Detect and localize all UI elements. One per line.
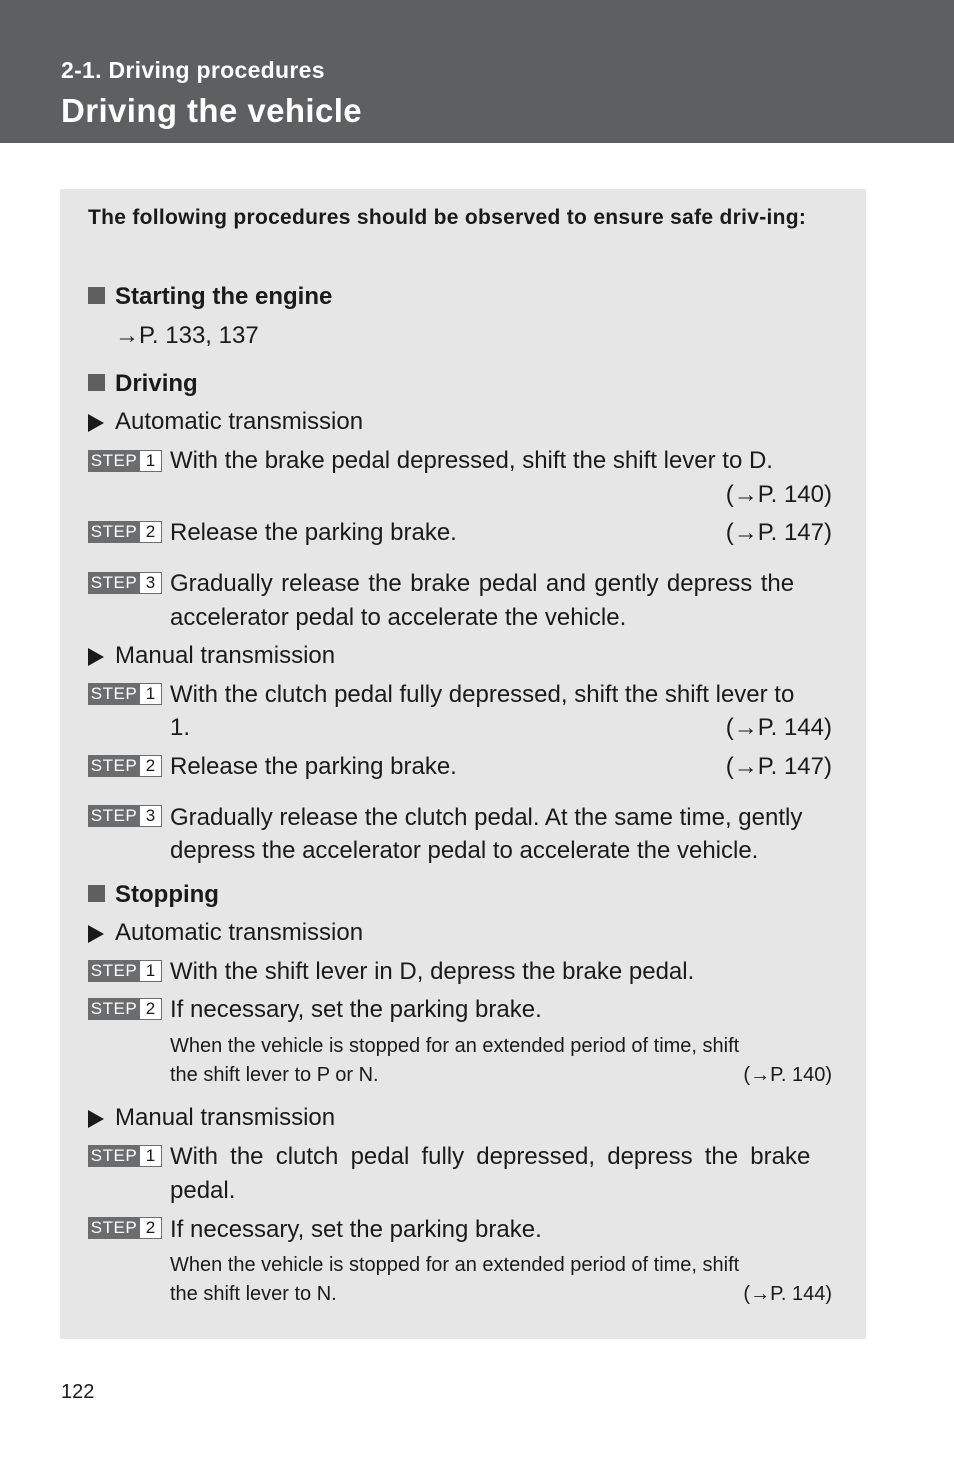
driving-manual-step3-line2: depress the accelerator pedal to accelerate the vehicle. bbox=[170, 837, 759, 864]
square-bullet-icon bbox=[88, 885, 105, 902]
page-title: Driving the vehicle bbox=[61, 92, 363, 129]
driving-manual-step3-line1: Gradually release the clutch pedal. At the same time, gently bbox=[170, 804, 803, 831]
driving-auto-step1-ref: (→P. 140) bbox=[725, 481, 832, 508]
stopping-manual-note-ref: (→P. 144) bbox=[743, 1283, 832, 1305]
step-badge: STEP 1 bbox=[88, 450, 162, 472]
triangle-bullet-icon bbox=[88, 925, 104, 943]
driving-auto-step1-text: With the brake pedal depressed, shift the shift lever to D. bbox=[170, 447, 773, 474]
stopping-auto-note-line2: the shift lever to P or N. bbox=[170, 1064, 379, 1086]
stopping-manual-note-line1: When the vehicle is stopped for an extended period of time, shift bbox=[170, 1254, 740, 1276]
step-badge: STEP 3 bbox=[88, 805, 162, 827]
triangle-bullet-icon bbox=[88, 1110, 104, 1128]
square-bullet-icon bbox=[88, 287, 105, 304]
driving-auto-step2-ref: (→P. 147) bbox=[725, 519, 832, 546]
stopping-manual-step1-line2: pedal. bbox=[170, 1177, 236, 1204]
stopping-manual-step2-text: If necessary, set the parking brake. bbox=[170, 1216, 542, 1243]
step-badge: STEP 1 bbox=[88, 1145, 162, 1167]
section-label: 2-1. Driving procedures bbox=[61, 57, 325, 83]
triangle-bullet-icon bbox=[88, 648, 104, 666]
heading-starting-engine: Starting the engine bbox=[88, 283, 332, 311]
step-badge: STEP 1 bbox=[88, 683, 162, 705]
step-badge: STEP 2 bbox=[88, 521, 162, 543]
driving-automatic-label: Automatic transmission bbox=[88, 408, 363, 436]
stopping-manual-step1-line1: With the clutch pedal fully depressed, depress the brake bbox=[170, 1143, 811, 1170]
stopping-auto-step1-text: With the shift lever in D, depress the brake pedal. bbox=[170, 958, 695, 985]
driving-auto-step3-line2: accelerator pedal to accelerate the vehicle. bbox=[170, 604, 627, 631]
stopping-manual-note-line2: the shift lever to N. bbox=[170, 1283, 337, 1305]
step-badge: STEP 2 bbox=[88, 755, 162, 777]
heading-driving: Driving bbox=[88, 370, 198, 398]
driving-manual-step2-ref: (→P. 147) bbox=[725, 753, 832, 780]
step-badge: STEP 3 bbox=[88, 572, 162, 594]
page-number: 122 bbox=[61, 1381, 95, 1403]
heading-stopping: Stopping bbox=[88, 881, 219, 909]
stopping-auto-step2-text: If necessary, set the parking brake. bbox=[170, 996, 542, 1023]
driving-auto-step2-text: Release the parking brake. bbox=[170, 519, 457, 546]
starting-engine-ref: →P. 133, 137 bbox=[115, 322, 259, 349]
driving-manual-step1-line2: 1. bbox=[170, 714, 191, 741]
stopping-automatic-label: Automatic transmission bbox=[88, 919, 363, 947]
stopping-auto-note-line1: When the vehicle is stopped for an extended period of time, shift bbox=[170, 1035, 740, 1057]
step-badge: STEP 1 bbox=[88, 960, 162, 982]
step-badge: STEP 2 bbox=[88, 1217, 162, 1239]
procedure-panel bbox=[60, 189, 866, 1339]
driving-manual-step1-line1: With the clutch pedal fully depressed, shift the shift lever to bbox=[170, 681, 795, 708]
stopping-manual-label: Manual transmission bbox=[88, 1104, 335, 1132]
page-header bbox=[0, 0, 954, 143]
driving-manual-step2-text: Release the parking brake. bbox=[170, 753, 457, 780]
intro-text: The following procedures should be observed to ensure safe driv-ing: bbox=[88, 206, 807, 229]
triangle-bullet-icon bbox=[88, 414, 104, 432]
driving-auto-step3-line1: Gradually release the brake pedal and gently depress the bbox=[170, 570, 795, 597]
stopping-auto-note-ref: (→P. 140) bbox=[743, 1064, 832, 1086]
step-badge: STEP 2 bbox=[88, 998, 162, 1020]
driving-manual-label: Manual transmission bbox=[88, 642, 335, 670]
square-bullet-icon bbox=[88, 374, 105, 391]
driving-manual-step1-ref: (→P. 144) bbox=[725, 714, 832, 741]
